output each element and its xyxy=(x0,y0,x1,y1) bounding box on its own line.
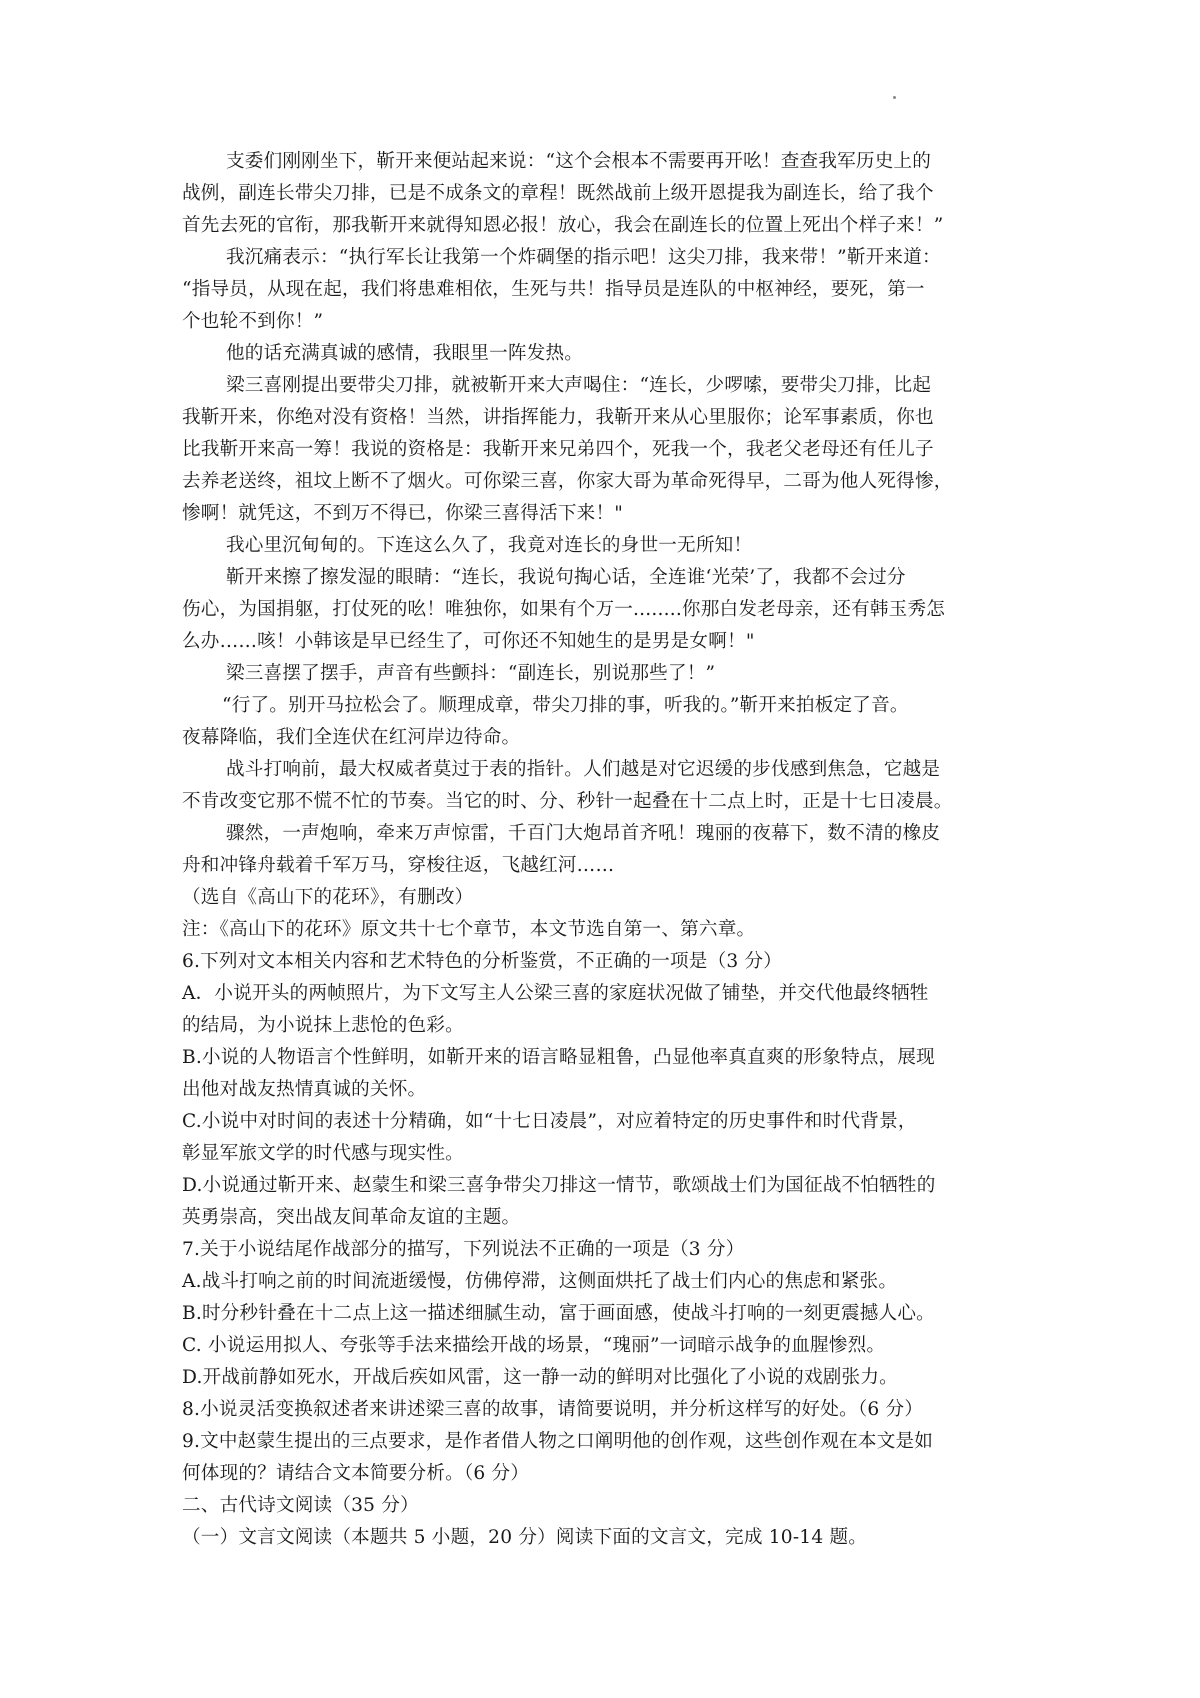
page-mark xyxy=(893,96,896,99)
text-line: 我沉痛表示：“执行军长让我第一个炸碉堡的指示吧！这尖刀排，我来带！”靳开来道： xyxy=(226,247,941,268)
text-line: 的结局，为小说抹上悲怆的色彩。 xyxy=(182,1015,464,1036)
text-line: 我靳开来，你绝对没有资格！当然，讲指挥能力，我靳开来从心里服你；论军事素质，你也 xyxy=(182,407,934,428)
text-line: 不肯改变它那不慌不忙的节奏。当它的时、分、秒针一起叠在十二点上时，正是十七日凌晨。 xyxy=(182,791,953,812)
text-line: 注：《高山下的花环》原文共十七个章节，本文节选自第一、第六章。 xyxy=(182,919,756,940)
text-line: “行了。别开马拉松会了。顺理成章，带尖刀排的事，听我的。”靳开来拍板定了音。 xyxy=(222,695,909,716)
text-line: 战斗打响前，最大权威者莫过于表的指针。人们越是对它迟缓的步伐感到焦急，它越是 xyxy=(226,759,941,780)
text-line: 英勇崇高，突出战友间革命友谊的主题。 xyxy=(182,1207,521,1228)
text-line: 去养老送终，祖坟上断不了烟火。可你梁三喜，你家大哥为革命死得早，二哥为他人死得惨， xyxy=(182,471,953,492)
text-line: C. 小说运用拟人、夸张等手法来描绘开战的场景，“瑰丽”一词暗示战争的血腥惨烈。 xyxy=(182,1335,886,1356)
text-line: 6.下列对文本相关内容和艺术特色的分析鉴赏，不正确的一项是（3 分） xyxy=(182,951,783,972)
text-line: D.小说通过靳开来、赵蒙生和梁三喜争带尖刀排这一情节，歌颂战士们为国征战不怕牺牲的 xyxy=(182,1175,936,1196)
text-line: 8.小说灵活变换叙述者来讲述梁三喜的故事，请简要说明，并分析这样写的好处。（6 分） xyxy=(182,1399,924,1420)
text-line: 比我靳开来高一筹！我说的资格是：我靳开来兄弟四个，死我一个，我老父老母还有任儿子 xyxy=(182,439,934,460)
text-line: 首先去死的官衔，那我靳开来就得知恩必报！放心，我会在副连长的位置上死出个样子来！” xyxy=(182,215,944,236)
text-line: 他的话充满真诚的感情，我眼里一阵发热。 xyxy=(226,343,584,364)
text-line: 夜幕降临，我们全连伏在红河岸边待命。 xyxy=(182,727,521,748)
text-line: A．小说开头的两帧照片，为下文写主人公梁三喜的家庭状况做了铺垫，并交代他最终牺牲 xyxy=(182,983,929,1004)
text-line: 梁三喜刚提出要带尖刀排，就被靳开来大声喝住：“连长，少啰嗦，要带尖刀排，比起 xyxy=(226,375,932,396)
text-line: B.时分秒针叠在十二点上这一描述细腻生动，富于画面感，使战斗打响的一刻更震撼人心。 xyxy=(182,1303,935,1324)
text-line: （选自《高山下的花环》，有删改） xyxy=(182,887,474,908)
text-line: （一）文言文阅读（本题共 5 小题，20 分）阅读下面的文言文，完成 10-14 题。 xyxy=(182,1527,868,1548)
text-line: 骤然，一声炮响，牵来万声惊雷，千百门大炮昂首齐吼！瑰丽的夜幕下，数不清的橡皮 xyxy=(226,823,941,844)
text-line: 出他对战友热情真诚的关怀。 xyxy=(182,1079,427,1100)
text-line: 我心里沉甸甸的。下连这么久了，我竟对连长的身世一无所知！ xyxy=(226,535,753,556)
text-line: 个也轮不到你！” xyxy=(182,311,324,332)
text-line: 二、古代诗文阅读（35 分） xyxy=(182,1495,419,1516)
text-line: C.小说中对时间的表述十分精确，如“十七日凌晨”，对应着特定的历史事件和时代背景， xyxy=(182,1111,917,1132)
document-body xyxy=(182,146,1022,1554)
text-line: “指导员，从现在起，我们将患难相依，生死与共！指导员是连队的中枢神经，要死，第一 xyxy=(182,279,925,300)
text-line: 9.文中赵蒙生提出的三点要求，是作者借人物之口阐明他的创作观，这些创作观在本文是如 xyxy=(182,1431,934,1452)
text-line: D.开战前静如死水，开战后疾如风雷，这一静一动的鲜明对比强化了小说的戏剧张力。 xyxy=(182,1367,898,1388)
text-line: 惨啊！就凭这，不到万不得已，你梁三喜得活下来！" xyxy=(182,503,624,524)
text-line: B.小说的人物语言个性鲜明，如靳开来的语言略显粗鲁，凸显他率真直爽的形象特点，展现 xyxy=(182,1047,935,1068)
text-line: 舟和冲锋舟载着千军万马，穿梭往返，飞越红河…… xyxy=(182,855,615,876)
text-line: 梁三喜摆了摆手，声音有些颤抖：“副连长，别说那些了！” xyxy=(226,663,716,684)
text-line: 7.关于小说结尾作战部分的描写，下列说法不正确的一项是（3 分） xyxy=(182,1239,745,1260)
text-line: 战例，副连长带尖刀排，已是不成条文的章程！既然战前上级开恩提我为副连长，给了我个 xyxy=(182,183,934,204)
text-line: A.战斗打响之前的时间流逝缓慢，仿佛停滞，这侧面烘托了战士们内心的焦虑和紧张。 xyxy=(182,1271,898,1292)
text-line: 何体现的？请结合文本简要分析。（6 分） xyxy=(182,1463,530,1484)
text-line: 伤心，为国捐躯，打仗死的吆！唯独你，如果有个万一........你那白发老母亲，还有韩玉秀怎 xyxy=(182,599,946,620)
text-line: 么办……咳！小韩该是早已经生了，可你还不知她生的是男是女啊！" xyxy=(182,631,755,652)
text-line: 支委们刚刚坐下，靳开来便站起来说：“这个会根本不需要再开吆！查查我军历史上的 xyxy=(226,151,932,172)
text-line: 彰显军旅文学的时代感与现实性。 xyxy=(182,1143,464,1164)
text-line: 靳开来擦了擦发湿的眼睛：“连长，我说句掏心话，全连谁‘光荣’了，我都不会过分 xyxy=(226,567,906,588)
